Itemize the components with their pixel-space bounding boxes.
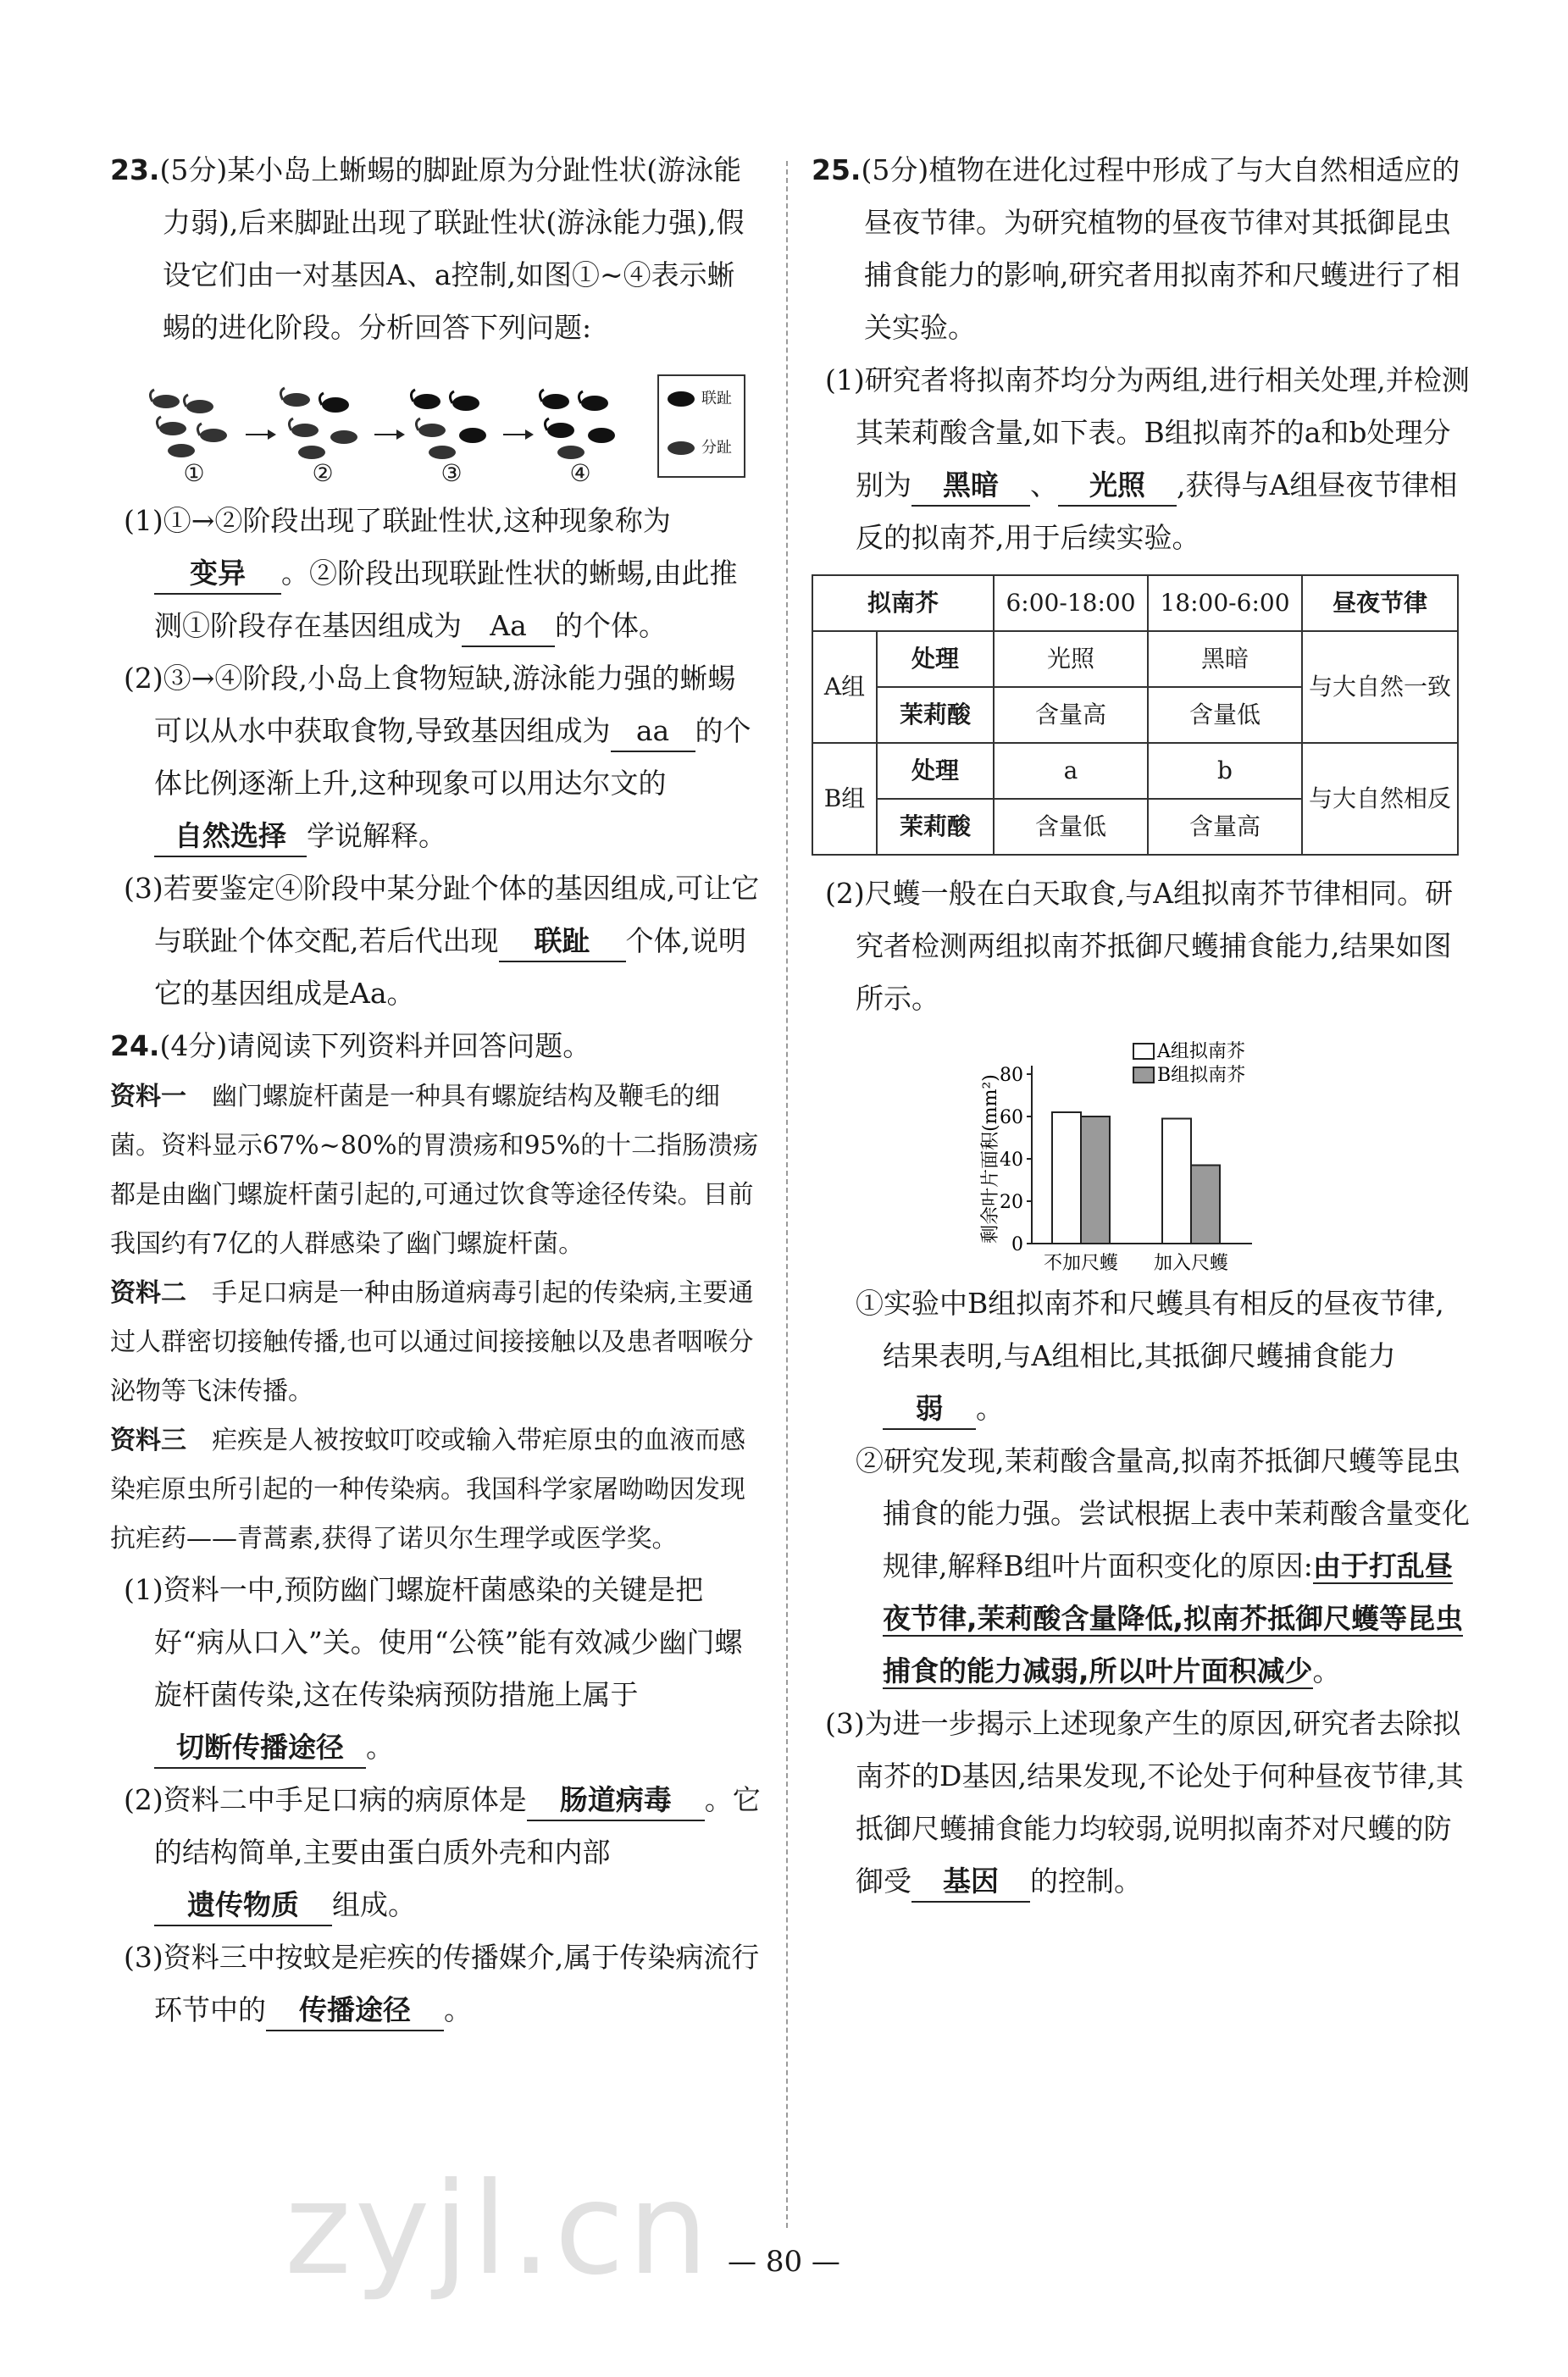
table-cell-group-b: B组: [812, 743, 877, 855]
material-1: [110, 1072, 762, 1269]
table-cell: a: [994, 743, 1148, 799]
y-tick-label: 0: [1011, 1234, 1023, 1255]
q24-number: 24.: [110, 1029, 160, 1062]
q25-stem-text: (5分)植物在进化过程中形成了与大自然相适应的昼夜节律。为研究植物的昼夜节律对其抵御昆虫捕食能力的影响,研究者用拟南芥和尺蠖进行了相关实验。: [861, 153, 1460, 344]
lizard-group-icon: [405, 385, 498, 461]
q25-answer-2: 光照: [1058, 466, 1177, 507]
q24-p3-text-b: 。: [444, 1993, 472, 2026]
legend-webbed-label: 联趾: [701, 390, 732, 407]
q25-p1-text-a: (1)研究者将拟南芥均分为两组,进行相关处理,并检测其茉莉酸含量,如下表。B组拟南芥的a和b处理分别为: [825, 363, 1470, 501]
q24-p2-text-b: 。它的结构简单,主要由蛋白质外壳和内部: [154, 1783, 761, 1869]
q24-stem-text: (4分)请阅读下列资料并回答问题。: [159, 1029, 591, 1062]
arrow-icon: [374, 434, 400, 435]
stage-2-label: ②: [312, 459, 334, 487]
q23-number: 23.: [110, 153, 160, 186]
page-number: — 80 —: [728, 2245, 840, 2279]
table-header: 昼夜节律: [1302, 575, 1458, 631]
q24-part1: [110, 1564, 762, 1774]
y-tick-label: 20: [1000, 1192, 1023, 1213]
bar-b-1: [1191, 1166, 1220, 1244]
material-2-text: 手足口病是一种由肠道病毒引起的传染病,主要通过人群密切接触传播,也可以通过间接接触以及患者咽喉分泌物等飞沫传播。: [110, 1278, 754, 1406]
table-header: 拟南芥: [812, 575, 994, 631]
q25-part2-q1: [812, 1277, 1471, 1435]
table-cell: 处理: [877, 743, 994, 799]
y-tick-label: 80: [1000, 1065, 1023, 1086]
stage-4-label: ④: [569, 459, 591, 487]
q23-part3: [110, 862, 762, 1020]
q25-p1-sep: 、: [1030, 468, 1058, 501]
y-tick-label: 40: [1000, 1150, 1023, 1171]
table-cell-group-a: A组: [812, 631, 877, 743]
q23-answer-5: 联趾: [499, 922, 626, 962]
stage-1-label: ①: [183, 459, 205, 487]
table-row: [812, 743, 1458, 799]
q23-p2-text-c: 学说解释。: [307, 819, 446, 852]
y-tick-label: 60: [1000, 1107, 1023, 1128]
table-cell: 茉莉酸: [877, 687, 994, 743]
table-cell: 茉莉酸: [877, 799, 994, 855]
table-row: [812, 631, 1458, 687]
lizard-group-icon: [147, 385, 241, 461]
material-1-text: 幽门螺旋杆菌是一种具有螺旋结构及鞭毛的细菌。资料显示67%~80%的胃溃疡和95%的十二指肠溃疡都是由幽门螺旋杆菌引起的,可通过饮食等途径传染。目前我国约有7亿的人群感染了幽门螺旋杆菌。: [110, 1082, 759, 1259]
q25-part2: [812, 867, 1471, 1025]
table-header-row: [812, 575, 1458, 631]
left-column: [110, 144, 762, 2036]
bar-b-0: [1081, 1116, 1110, 1244]
q24-part3: [110, 1931, 762, 2036]
material-3-label: 资料三: [110, 1426, 186, 1455]
table-cell: b: [1148, 743, 1302, 799]
arrow-icon: [246, 434, 271, 435]
bar-a-1: [1162, 1119, 1191, 1244]
q24-p3-text-a: (3)资料三中按蚊是疟疾的传播媒介,属于传染病流行环节中的: [124, 1941, 760, 2026]
arrow-icon: [503, 434, 529, 435]
table-header: 18:00-6:00: [1148, 575, 1302, 631]
table-cell-rhythm-b: 与大自然相反: [1302, 743, 1458, 855]
q24-answer-2: 肠道病毒: [527, 1781, 705, 1821]
table-cell: 含量高: [994, 687, 1148, 743]
rhythm-table: [812, 574, 1459, 856]
q23-part2: [110, 652, 762, 862]
stage-1: [147, 385, 241, 486]
q25-answer-5: 基因: [911, 1862, 1030, 1903]
lizard-evolution-figure: [147, 374, 762, 486]
q23-stem-text: (5分)某小岛上蜥蜴的脚趾原为分趾性状(游泳能力弱),后来脚趾出现了联趾性状(游泳能力强),假设它们由一对基因A、a控制,如图①~④表示蜥蜴的进化阶段。分析回答下列问题:: [159, 153, 745, 344]
stage-4: [534, 385, 627, 486]
q25-stem: [812, 144, 1471, 354]
y-axis-label: 剩余叶片面积(mm²): [980, 1074, 1001, 1244]
stage-3-label: ③: [440, 459, 463, 487]
lizard-group-icon: [276, 385, 369, 461]
watermark: zyjl.cn: [285, 2156, 712, 2303]
table-cell: 处理: [877, 631, 994, 687]
q23-p1-text-b: 。②阶段出现联趾性状的蜥蜴,由此推测①阶段存在基因组成为: [154, 557, 738, 642]
q23-p1-text-c: 的个体。: [555, 609, 667, 642]
q25-answer-1: 黑暗: [911, 466, 1030, 507]
material-2: [110, 1269, 762, 1416]
q23-answer-1: 变异: [154, 554, 281, 595]
legend-swatch-1: [1133, 1067, 1154, 1083]
stage-3: [405, 385, 498, 486]
x-tick-label: 不加尺蠖: [1043, 1253, 1119, 1274]
q23-p3-text-b: 个体,说明它的基因组成是Aa。: [154, 924, 746, 1010]
q25-number: 25.: [812, 153, 862, 186]
material-3: [110, 1416, 762, 1564]
q23-stem: [110, 144, 762, 354]
q24-answer-3: 遗传物质: [154, 1886, 332, 1926]
q23-part1: [110, 495, 762, 652]
lizard-legend: [657, 374, 745, 478]
q25-q2-text-b: 。: [1312, 1654, 1341, 1687]
material-3-text: 疟疾是人被按蚊叮咬或输入带疟原虫的血液而感染疟原虫所引起的一种传染病。我国科学家屠呦呦因发现抗疟药——青蒿素,获得了诺贝尔生理学或医学奖。: [110, 1426, 745, 1554]
q24-answer-1: 切断传播途径: [154, 1728, 366, 1769]
table-header: 6:00-18:00: [994, 575, 1148, 631]
q23-p2-text-a: (2)③→④阶段,小岛上食物短缺,游泳能力强的蜥蜴可以从水中获取食物,导致基因组成为: [124, 662, 736, 747]
table-cell: 含量高: [1148, 799, 1302, 855]
q23-p3-text-a: (3)若要鉴定④阶段中某分趾个体的基因组成,可让它与联趾个体交配,若后代出现: [124, 872, 760, 957]
q25-q1-text-a: ①实验中B组拟南芥和尺蠖具有相反的昼夜节律,结果表明,与A组相比,其抵御尺蠖捕食能力: [856, 1287, 1444, 1372]
q23-p2-text-b: 的个体比例逐渐上升,这种现象可以用达尔文的: [154, 714, 751, 800]
x-tick-label: 加入尺蠖: [1153, 1253, 1229, 1274]
q24-p1-text-b: 。: [366, 1731, 394, 1764]
stage-2: [276, 385, 369, 486]
q25-part2-q2: [812, 1435, 1471, 1698]
table-cell: 黑暗: [1148, 631, 1302, 687]
q25-p1-text-b: ,获得与A组昼夜节律相反的拟南芥,用于后续实验。: [856, 468, 1458, 554]
q24-p2-text-a: (2)资料二中手足口病的病原体是: [124, 1783, 527, 1816]
q24-materials: [110, 1072, 762, 1564]
legend-swatch-0: [1133, 1044, 1154, 1059]
q25-part3: [812, 1698, 1471, 1908]
column-divider: [786, 161, 788, 2228]
q23-answer-4: 自然选择: [154, 817, 307, 857]
q24-stem: [110, 1020, 762, 1072]
bar-a-0: [1052, 1112, 1081, 1244]
q24-p1-text-a: (1)资料一中,预防幽门螺旋杆菌感染的关键是把好“病从口入”关。使用“公筷”能有效减少幽门螺旋杆菌传染,这在传染病预防措施上属于: [124, 1573, 743, 1711]
material-1-label: 资料一: [110, 1082, 186, 1111]
q24-p2-text-c: 组成。: [332, 1888, 416, 1921]
q25-q2-text-a: ②研究发现,茉莉酸含量高,拟南芥抵御尺蠖等昆虫捕食的能力强。尝试根据上表中茉莉酸含量变化规律,解释B组叶片面积变化的原因:: [856, 1444, 1470, 1582]
material-2-label: 资料二: [110, 1278, 186, 1308]
q23-answer-2: Aa: [462, 607, 555, 647]
right-column: [812, 144, 1471, 1908]
table-cell-rhythm-a: 与大自然一致: [1302, 631, 1458, 743]
q25-p3-text-a: (3)为进一步揭示上述现象产生的原因,研究者去除拟南芥的D基因,结果发现,不论处于何种昼夜节律,其抵御尺蠖捕食能力均较弱,说明拟南芥对尺蠖的防御受: [825, 1707, 1464, 1898]
table-cell: 含量低: [994, 799, 1148, 855]
leaf-area-bar-chart: [972, 1032, 1328, 1277]
q25-answer-3: 弱: [883, 1389, 976, 1430]
q25-q1-text-b: 。: [976, 1392, 1004, 1425]
legend-split-label: 分趾: [701, 439, 732, 457]
q25-answer-4: 由于打乱昼夜节律,茉莉酸含量降低,拟南芥抵御尺蠖等昆虫捕食的能力减弱,所以叶片面积减少: [883, 1549, 1464, 1687]
q25-part1: [812, 354, 1471, 564]
table-cell: 光照: [994, 631, 1148, 687]
legend-label-0: A组拟南芥: [1157, 1041, 1245, 1062]
q23-p1-text-a: (1)①→②阶段出现了联趾性状,这种现象称为: [124, 504, 671, 537]
q25-p3-text-b: 的控制。: [1030, 1864, 1142, 1898]
table-cell: 含量低: [1148, 687, 1302, 743]
webbed-lizard-icon: [664, 386, 698, 412]
legend-label-1: B组拟南芥: [1157, 1065, 1246, 1086]
q24-answer-4: 传播途径: [266, 1991, 444, 2031]
split-lizard-icon: [664, 435, 698, 461]
q25-p2-text: (2)尺蠖一般在白天取食,与A组拟南芥节律相同。研究者检测两组拟南芥抵御尺蠖捕食能力,结果如图所示。: [825, 877, 1454, 1015]
q24-part2: [110, 1774, 762, 1931]
lizard-group-icon: [534, 385, 627, 461]
q23-answer-3: aa: [611, 712, 695, 752]
